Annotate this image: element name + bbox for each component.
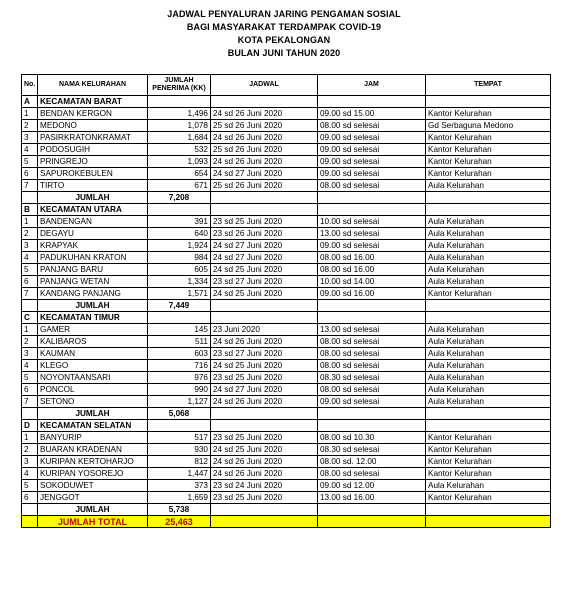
subtotal-value: 5,068 [148, 408, 211, 420]
empty-cell [318, 408, 426, 420]
schedule-time: 09.00 sd selesai [318, 132, 426, 144]
schedule-date: 23 sd 25 Juni 2020 [211, 216, 318, 228]
table-row [22, 252, 551, 264]
table-row [22, 168, 551, 180]
schedule-date: 25 sd 26 Juni 2020 [211, 120, 318, 132]
schedule-date: 25 sd 26 Juni 2020 [211, 180, 318, 192]
schedule-time: 10.00 sd 14.00 [318, 276, 426, 288]
schedule-time: 08.00 sd selesai [318, 468, 426, 480]
kelurahan-name: BENDAN KERGON [38, 108, 148, 120]
empty-cell [318, 504, 426, 516]
title-line-1: JADWAL PENYALURAN JARING PENGAMAN SOSIAL [167, 9, 401, 19]
schedule-date: 25 sd 26 Juni 2020 [211, 144, 318, 156]
table-row [22, 432, 551, 444]
kelurahan-name: DEGAYU [38, 228, 148, 240]
schedule-date: 23 sd 24 Juni 2020 [211, 480, 318, 492]
table-body [22, 96, 551, 528]
row-number: 7 [22, 396, 38, 408]
header-tempat: TEMPAT [426, 75, 551, 96]
table-row [22, 372, 551, 384]
location: Kantor Kelurahan [426, 468, 551, 480]
table-row [22, 156, 551, 168]
empty-cell [426, 516, 551, 528]
kelurahan-name: KANDANG PANJANG [38, 288, 148, 300]
location: Aula Kelurahan [426, 348, 551, 360]
header-penerima: JUMLAH PENERIMA (KK) [148, 75, 211, 96]
row-number: 6 [22, 276, 38, 288]
schedule-time: 09.00 sd selesai [318, 240, 426, 252]
table-row [22, 108, 551, 120]
kelurahan-name: SAPUROKEBULEN [38, 168, 148, 180]
schedule-date: 23 sd 25 Juni 2020 [211, 372, 318, 384]
location: Aula Kelurahan [426, 396, 551, 408]
row-number: 7 [22, 288, 38, 300]
empty-cell [426, 420, 551, 432]
schedule-time: 08.00 sd selesai [318, 336, 426, 348]
schedule-date: 24 sd 26 Juni 2020 [211, 108, 318, 120]
recipient-count: 930 [148, 444, 211, 456]
schedule-date: 24 sd 27 Juni 2020 [211, 384, 318, 396]
schedule-time: 13.00 sd 16.00 [318, 492, 426, 504]
empty-cell [426, 312, 551, 324]
schedule-time: 09.00 sd 16.00 [318, 288, 426, 300]
table-row [22, 324, 551, 336]
table-row [22, 240, 551, 252]
district-name: KECAMATAN UTARA [38, 204, 148, 216]
table-row [22, 180, 551, 192]
row-number: 6 [22, 492, 38, 504]
kelurahan-name: GAMER [38, 324, 148, 336]
empty-cell [211, 312, 318, 324]
subtotal-value: 7,208 [148, 192, 211, 204]
recipient-count: 511 [148, 336, 211, 348]
location: Aula Kelurahan [426, 372, 551, 384]
row-number: 2 [22, 336, 38, 348]
empty-cell [318, 192, 426, 204]
row-number: 6 [22, 384, 38, 396]
schedule-time: 09.00 sd 15.00 [318, 108, 426, 120]
empty-cell [148, 96, 211, 108]
recipient-count: 391 [148, 216, 211, 228]
table-row [22, 480, 551, 492]
recipient-count: 1,496 [148, 108, 211, 120]
schedule-time: 09.00 sd selesai [318, 168, 426, 180]
schedule-date: 24 sd 27 Juni 2020 [211, 252, 318, 264]
location: Aula Kelurahan [426, 252, 551, 264]
empty-cell [318, 312, 426, 324]
district-code: B [22, 204, 38, 216]
location: Aula Kelurahan [426, 240, 551, 252]
row-number: 4 [22, 252, 38, 264]
location: Kantor Kelurahan [426, 132, 551, 144]
district-code: D [22, 420, 38, 432]
kelurahan-name: PADUKUHAN KRATON [38, 252, 148, 264]
row-number: 2 [22, 228, 38, 240]
kelurahan-name: BUARAN KRADENAN [38, 444, 148, 456]
recipient-count: 1,093 [148, 156, 211, 168]
schedule-date: 23 Juni 2020 [211, 324, 318, 336]
empty-cell [211, 300, 318, 312]
table-row [22, 360, 551, 372]
schedule-date: 24 sd 26 Juni 2020 [211, 336, 318, 348]
recipient-count: 145 [148, 324, 211, 336]
schedule-date: 24 sd 27 Juni 2020 [211, 240, 318, 252]
schedule-time: 08.00 sd selesai [318, 360, 426, 372]
row-number: 5 [22, 372, 38, 384]
header-kelurahan: NAMA KELURAHAN [38, 75, 148, 96]
subtotal-label: JUMLAH [38, 504, 148, 516]
district-header-row [22, 204, 551, 216]
title-line-2: BAGI MASYARAKAT TERDAMPAK COVID-19 [186, 22, 382, 32]
title-line-3: KOTA PEKALONGAN [237, 35, 331, 45]
schedule-date: 24 sd 25 Juni 2020 [211, 444, 318, 456]
kelurahan-name: PONCOL [38, 384, 148, 396]
schedule-time: 08.00 sd 16.00 [318, 252, 426, 264]
location: Kantor Kelurahan [426, 492, 551, 504]
district-header-row [22, 96, 551, 108]
row-number: 4 [22, 360, 38, 372]
recipient-count: 654 [148, 168, 211, 180]
schedule-time: 13.00 sd selesai [318, 228, 426, 240]
recipient-count: 640 [148, 228, 211, 240]
recipient-count: 532 [148, 144, 211, 156]
empty-cell [148, 312, 211, 324]
schedule-date: 24 sd 25 Juni 2020 [211, 288, 318, 300]
recipient-count: 603 [148, 348, 211, 360]
empty-cell [211, 420, 318, 432]
kelurahan-name: KAUMAN [38, 348, 148, 360]
schedule-date: 24 sd 26 Juni 2020 [211, 156, 318, 168]
row-number: 2 [22, 120, 38, 132]
recipient-count: 812 [148, 456, 211, 468]
empty-cell [211, 192, 318, 204]
empty-cell [426, 204, 551, 216]
district-code: C [22, 312, 38, 324]
recipient-count: 984 [148, 252, 211, 264]
schedule-date: 24 sd 26 Juni 2020 [211, 456, 318, 468]
kelurahan-name: KRAPYAK [38, 240, 148, 252]
row-number: 6 [22, 168, 38, 180]
kelurahan-name: KURIPAN YOSOREJO [38, 468, 148, 480]
kelurahan-name: PASIRKRATONKRAMAT [38, 132, 148, 144]
district-name: KECAMATAN BARAT [38, 96, 148, 108]
recipient-count: 1,334 [148, 276, 211, 288]
kelurahan-name: KALIBAROS [38, 336, 148, 348]
empty-cell [426, 96, 551, 108]
subtotal-row [22, 192, 551, 204]
empty-cell [148, 420, 211, 432]
recipient-count: 1,684 [148, 132, 211, 144]
location: Aula Kelurahan [426, 324, 551, 336]
kelurahan-name: PANJANG WETAN [38, 276, 148, 288]
schedule-time: 09.00 sd selesai [318, 396, 426, 408]
row-number: 3 [22, 456, 38, 468]
kelurahan-name: SETONO [38, 396, 148, 408]
table-row [22, 348, 551, 360]
row-number: 1 [22, 108, 38, 120]
table-row [22, 336, 551, 348]
empty-cell [426, 408, 551, 420]
schedule-date: 23 sd 27 Juni 2020 [211, 348, 318, 360]
table-row [22, 276, 551, 288]
location: Aula Kelurahan [426, 480, 551, 492]
row-number: 3 [22, 240, 38, 252]
kelurahan-name: KURIPAN KERTOHARJO [38, 456, 148, 468]
recipient-count: 517 [148, 432, 211, 444]
schedule-date: 24 sd 26 Juni 2020 [211, 132, 318, 144]
kelurahan-name: BANDENGAN [38, 216, 148, 228]
location: Aula Kelurahan [426, 384, 551, 396]
subtotal-label: JUMLAH [38, 300, 148, 312]
subtotal-value: 5,738 [148, 504, 211, 516]
empty-cell [318, 420, 426, 432]
empty-cell [426, 192, 551, 204]
schedule-time: 08.00 sd. 12.00 [318, 456, 426, 468]
location: Kantor Kelurahan [426, 432, 551, 444]
district-header-row [22, 312, 551, 324]
location: Kantor Kelurahan [426, 444, 551, 456]
kelurahan-name: PODOSUGIH [38, 144, 148, 156]
table-row [22, 120, 551, 132]
row-number: 3 [22, 132, 38, 144]
empty-cell [211, 204, 318, 216]
schedule-date: 24 sd 26 Juni 2020 [211, 396, 318, 408]
row-number: 4 [22, 468, 38, 480]
kelurahan-name: TIRTO [38, 180, 148, 192]
empty-cell [426, 504, 551, 516]
recipient-count: 976 [148, 372, 211, 384]
recipient-count: 1,447 [148, 468, 211, 480]
table-row [22, 144, 551, 156]
kelurahan-name: PANJANG BARU [38, 264, 148, 276]
schedule-time: 09.00 sd 12.00 [318, 480, 426, 492]
schedule-time: 09.00 sd selesai [318, 156, 426, 168]
row-number: 5 [22, 264, 38, 276]
kelurahan-name: PRINGREJO [38, 156, 148, 168]
table-row [22, 396, 551, 408]
row-number: 7 [22, 180, 38, 192]
location: Aula Kelurahan [426, 216, 551, 228]
subtotal-value: 7,449 [148, 300, 211, 312]
recipient-count: 605 [148, 264, 211, 276]
table-row [22, 444, 551, 456]
empty-cell [22, 300, 38, 312]
title-line-4: BULAN JUNI TAHUN 2020 [227, 48, 341, 58]
recipient-count: 1,078 [148, 120, 211, 132]
recipient-count: 1,659 [148, 492, 211, 504]
location: Kantor Kelurahan [426, 288, 551, 300]
location: Kantor Kelurahan [426, 168, 551, 180]
location: Gd Serbaguna Medono [426, 120, 551, 132]
empty-cell [318, 516, 426, 528]
empty-cell [22, 408, 38, 420]
schedule-time: 09.00 sd selesai [318, 144, 426, 156]
empty-cell [426, 300, 551, 312]
header-no: No. [22, 75, 38, 96]
schedule-time: 08.00 sd selesai [318, 120, 426, 132]
row-number: 1 [22, 324, 38, 336]
schedule-date: 23 sd 26 Juni 2020 [211, 228, 318, 240]
row-number: 5 [22, 156, 38, 168]
row-number: 1 [22, 216, 38, 228]
table-row [22, 492, 551, 504]
table-row [22, 456, 551, 468]
recipient-count: 373 [148, 480, 211, 492]
kelurahan-name: BANYURIP [38, 432, 148, 444]
schedule-time: 08.30 sd selesai [318, 372, 426, 384]
empty-cell [22, 516, 38, 528]
recipient-count: 1,924 [148, 240, 211, 252]
schedule-date: 23 sd 25 Juni 2020 [211, 492, 318, 504]
recipient-count: 990 [148, 384, 211, 396]
location: Aula Kelurahan [426, 360, 551, 372]
kelurahan-name: MEDONO [38, 120, 148, 132]
recipient-count: 1,571 [148, 288, 211, 300]
empty-cell [22, 192, 38, 204]
header-jam: JAM [318, 75, 426, 96]
empty-cell [148, 204, 211, 216]
kelurahan-name: NOYONTAANSARI [38, 372, 148, 384]
empty-cell [211, 516, 318, 528]
table-row [22, 468, 551, 480]
empty-cell [318, 300, 426, 312]
schedule-time: 08.00 sd selesai [318, 384, 426, 396]
location: Aula Kelurahan [426, 336, 551, 348]
location: Aula Kelurahan [426, 264, 551, 276]
schedule-date: 24 sd 26 Juni 2020 [211, 468, 318, 480]
schedule-date: 24 sd 25 Juni 2020 [211, 264, 318, 276]
row-number: 1 [22, 432, 38, 444]
header-jadwal: JADWAL [211, 75, 318, 96]
district-header-row [22, 420, 551, 432]
row-number: 3 [22, 348, 38, 360]
recipient-count: 1,127 [148, 396, 211, 408]
location: Aula Kelurahan [426, 276, 551, 288]
table-row [22, 228, 551, 240]
subtotal-label: JUMLAH [38, 192, 148, 204]
table-row [22, 264, 551, 276]
kelurahan-name: SOKODUWET [38, 480, 148, 492]
empty-cell [211, 408, 318, 420]
location: Kantor Kelurahan [426, 156, 551, 168]
table-row [22, 132, 551, 144]
schedule-time: 08.00 sd selesai [318, 348, 426, 360]
schedule-time: 10.00 sd selesai [318, 216, 426, 228]
distribution-schedule-table [21, 74, 551, 528]
schedule-time: 08.00 sd 10.30 [318, 432, 426, 444]
schedule-date: 24 sd 25 Juni 2020 [211, 360, 318, 372]
subtotal-row [22, 300, 551, 312]
schedule-time: 08.00 sd 16.00 [318, 264, 426, 276]
empty-cell [211, 504, 318, 516]
schedule-date: 24 sd 27 Juni 2020 [211, 168, 318, 180]
schedule-date: 23 sd 25 Juni 2020 [211, 432, 318, 444]
row-number: 4 [22, 144, 38, 156]
empty-cell [22, 504, 38, 516]
district-name: KECAMATAN TIMUR [38, 312, 148, 324]
empty-cell [318, 204, 426, 216]
location: Aula Kelurahan [426, 228, 551, 240]
empty-cell [318, 96, 426, 108]
grand-total-row [22, 516, 551, 528]
kelurahan-name: KLEGO [38, 360, 148, 372]
table-row [22, 216, 551, 228]
grand-total-value: 25,463 [148, 516, 211, 528]
subtotal-label: JUMLAH [38, 408, 148, 420]
schedule-time: 13.00 sd selesai [318, 324, 426, 336]
schedule-time: 08.00 sd selesai [318, 180, 426, 192]
location: Kantor Kelurahan [426, 108, 551, 120]
subtotal-row [22, 504, 551, 516]
empty-cell [211, 96, 318, 108]
location: Kantor Kelurahan [426, 144, 551, 156]
kelurahan-name: JENGGOT [38, 492, 148, 504]
schedule-time: 08.30 sd selesai [318, 444, 426, 456]
district-name: KECAMATAN SELATAN [38, 420, 148, 432]
recipient-count: 716 [148, 360, 211, 372]
table-row [22, 288, 551, 300]
recipient-count: 671 [148, 180, 211, 192]
location: Aula Kelurahan [426, 180, 551, 192]
district-code: A [22, 96, 38, 108]
schedule-date: 23 sd 27 Juni 2020 [211, 276, 318, 288]
row-number: 2 [22, 444, 38, 456]
location: Kantor Kelurahan [426, 456, 551, 468]
table-header [22, 75, 551, 96]
grand-total-label: JUMLAH TOTAL [38, 516, 148, 528]
table-row [22, 384, 551, 396]
subtotal-row [22, 408, 551, 420]
row-number: 5 [22, 480, 38, 492]
